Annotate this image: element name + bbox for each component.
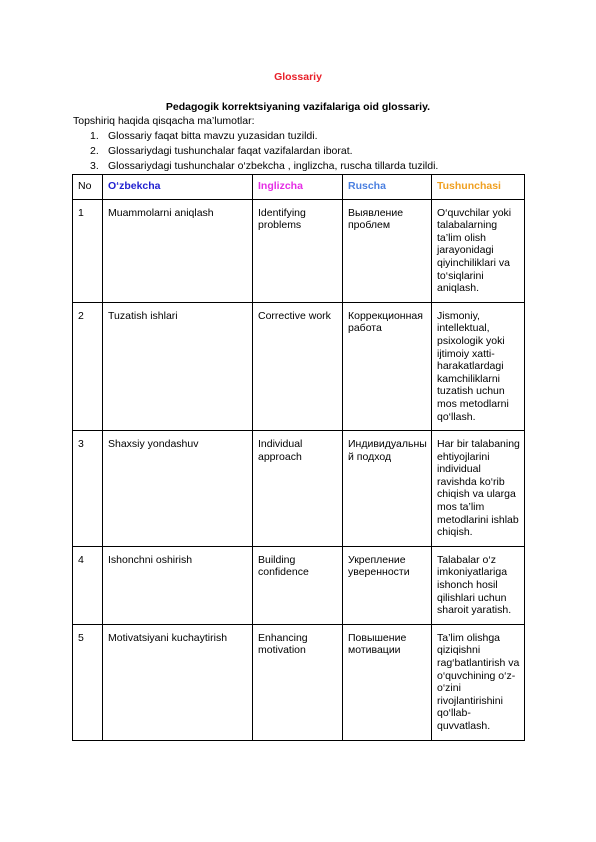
- cell-english: Enhancing motivation: [253, 624, 343, 740]
- cell-russian: Укрепление уверенности: [343, 546, 432, 624]
- cell-definition: O‘quvchilar yoki talabalarning ta’lim olish jarayonidagi qiyinchiliklari va to‘siqlarini aniqlash.: [432, 199, 525, 302]
- task-list: [73, 129, 438, 174]
- table-row: [73, 431, 525, 547]
- table-row: [73, 199, 525, 302]
- list-number: 2.: [90, 145, 99, 157]
- cell-no: 4: [73, 546, 103, 624]
- list-item-text: Glossariydagi tushunchalar o‘zbekcha , inglizcha, ruscha tillarda tuzildi.: [108, 160, 439, 172]
- cell-english: Identifying problems: [253, 199, 343, 302]
- cell-russian: Выявление проблем: [343, 199, 432, 302]
- table-row: [73, 546, 525, 624]
- table-header-row: [73, 175, 525, 200]
- cell-russian: Повышение мотивации: [343, 624, 432, 740]
- intro-text: Topshiriq haqida qisqacha ma’lumotlar:: [73, 115, 255, 127]
- cell-russian: Индивидуальный подход: [343, 431, 432, 547]
- cell-english: Building confidence: [253, 546, 343, 624]
- column-header-uzbek: O‘zbekcha: [103, 175, 253, 200]
- column-header-no: No: [73, 175, 103, 200]
- cell-uzbek: Shaxsiy yondashuv: [103, 431, 253, 547]
- cell-uzbek: Motivatsiyani kuchaytirish: [103, 624, 253, 740]
- cell-no: 2: [73, 302, 103, 430]
- cell-english: Individual approach: [253, 431, 343, 547]
- column-header-english: Inglizcha: [253, 175, 343, 200]
- cell-russian: Коррекционная работа: [343, 302, 432, 430]
- list-number: 3.: [90, 160, 99, 172]
- cell-uzbek: Muammolarni aniqlash: [103, 199, 253, 302]
- table-row: [73, 624, 525, 740]
- column-header-definition: Tushunchasi: [432, 175, 525, 200]
- cell-no: 3: [73, 431, 103, 547]
- list-item-text: Glossariy faqat bitta mavzu yuzasidan tuzildi.: [108, 130, 318, 142]
- list-item: [73, 159, 438, 174]
- cell-definition: Har bir talabaning ehtiyojlarini individual ravishda ko‘rib chiqish va ularga mos ta’lim metodlarini ishlab chiqish.: [432, 431, 525, 547]
- cell-uzbek: Ishonchni oshirish: [103, 546, 253, 624]
- cell-definition: Jismoniy, intellektual, psixologik yoki ijtimoiy xatti-harakatlardagi kamchiliklarni tuzatish uchun mos metodlarni qo‘llash.: [432, 302, 525, 430]
- column-header-russian: Ruscha: [343, 175, 432, 200]
- list-item-text: Glossariydagi tushunchalar faqat vazifalardan iborat.: [108, 145, 353, 157]
- page-title: Glossariy: [274, 71, 322, 83]
- list-item: [73, 144, 438, 159]
- table-row: [73, 302, 525, 430]
- cell-no: 5: [73, 624, 103, 740]
- cell-definition: Talabalar o‘z imkoniyatlariga ishonch hosil qilishlari uchun sharoit yaratish.: [432, 546, 525, 624]
- cell-uzbek: Tuzatish ishlari: [103, 302, 253, 430]
- cell-definition: Ta’lim olishga qiziqishni rag‘batlantirish va o‘quvchining o‘z-o‘zini rivojlantirishini qo‘llab-quvvatlash.: [432, 624, 525, 740]
- cell-no: 1: [73, 199, 103, 302]
- cell-english: Corrective work: [253, 302, 343, 430]
- list-item: [73, 129, 438, 144]
- glossary-table: [72, 174, 525, 741]
- list-number: 1.: [90, 130, 99, 142]
- document-subtitle: Pedagogik korrektsiyaning vazifalariga oid glossariy.: [165, 101, 431, 113]
